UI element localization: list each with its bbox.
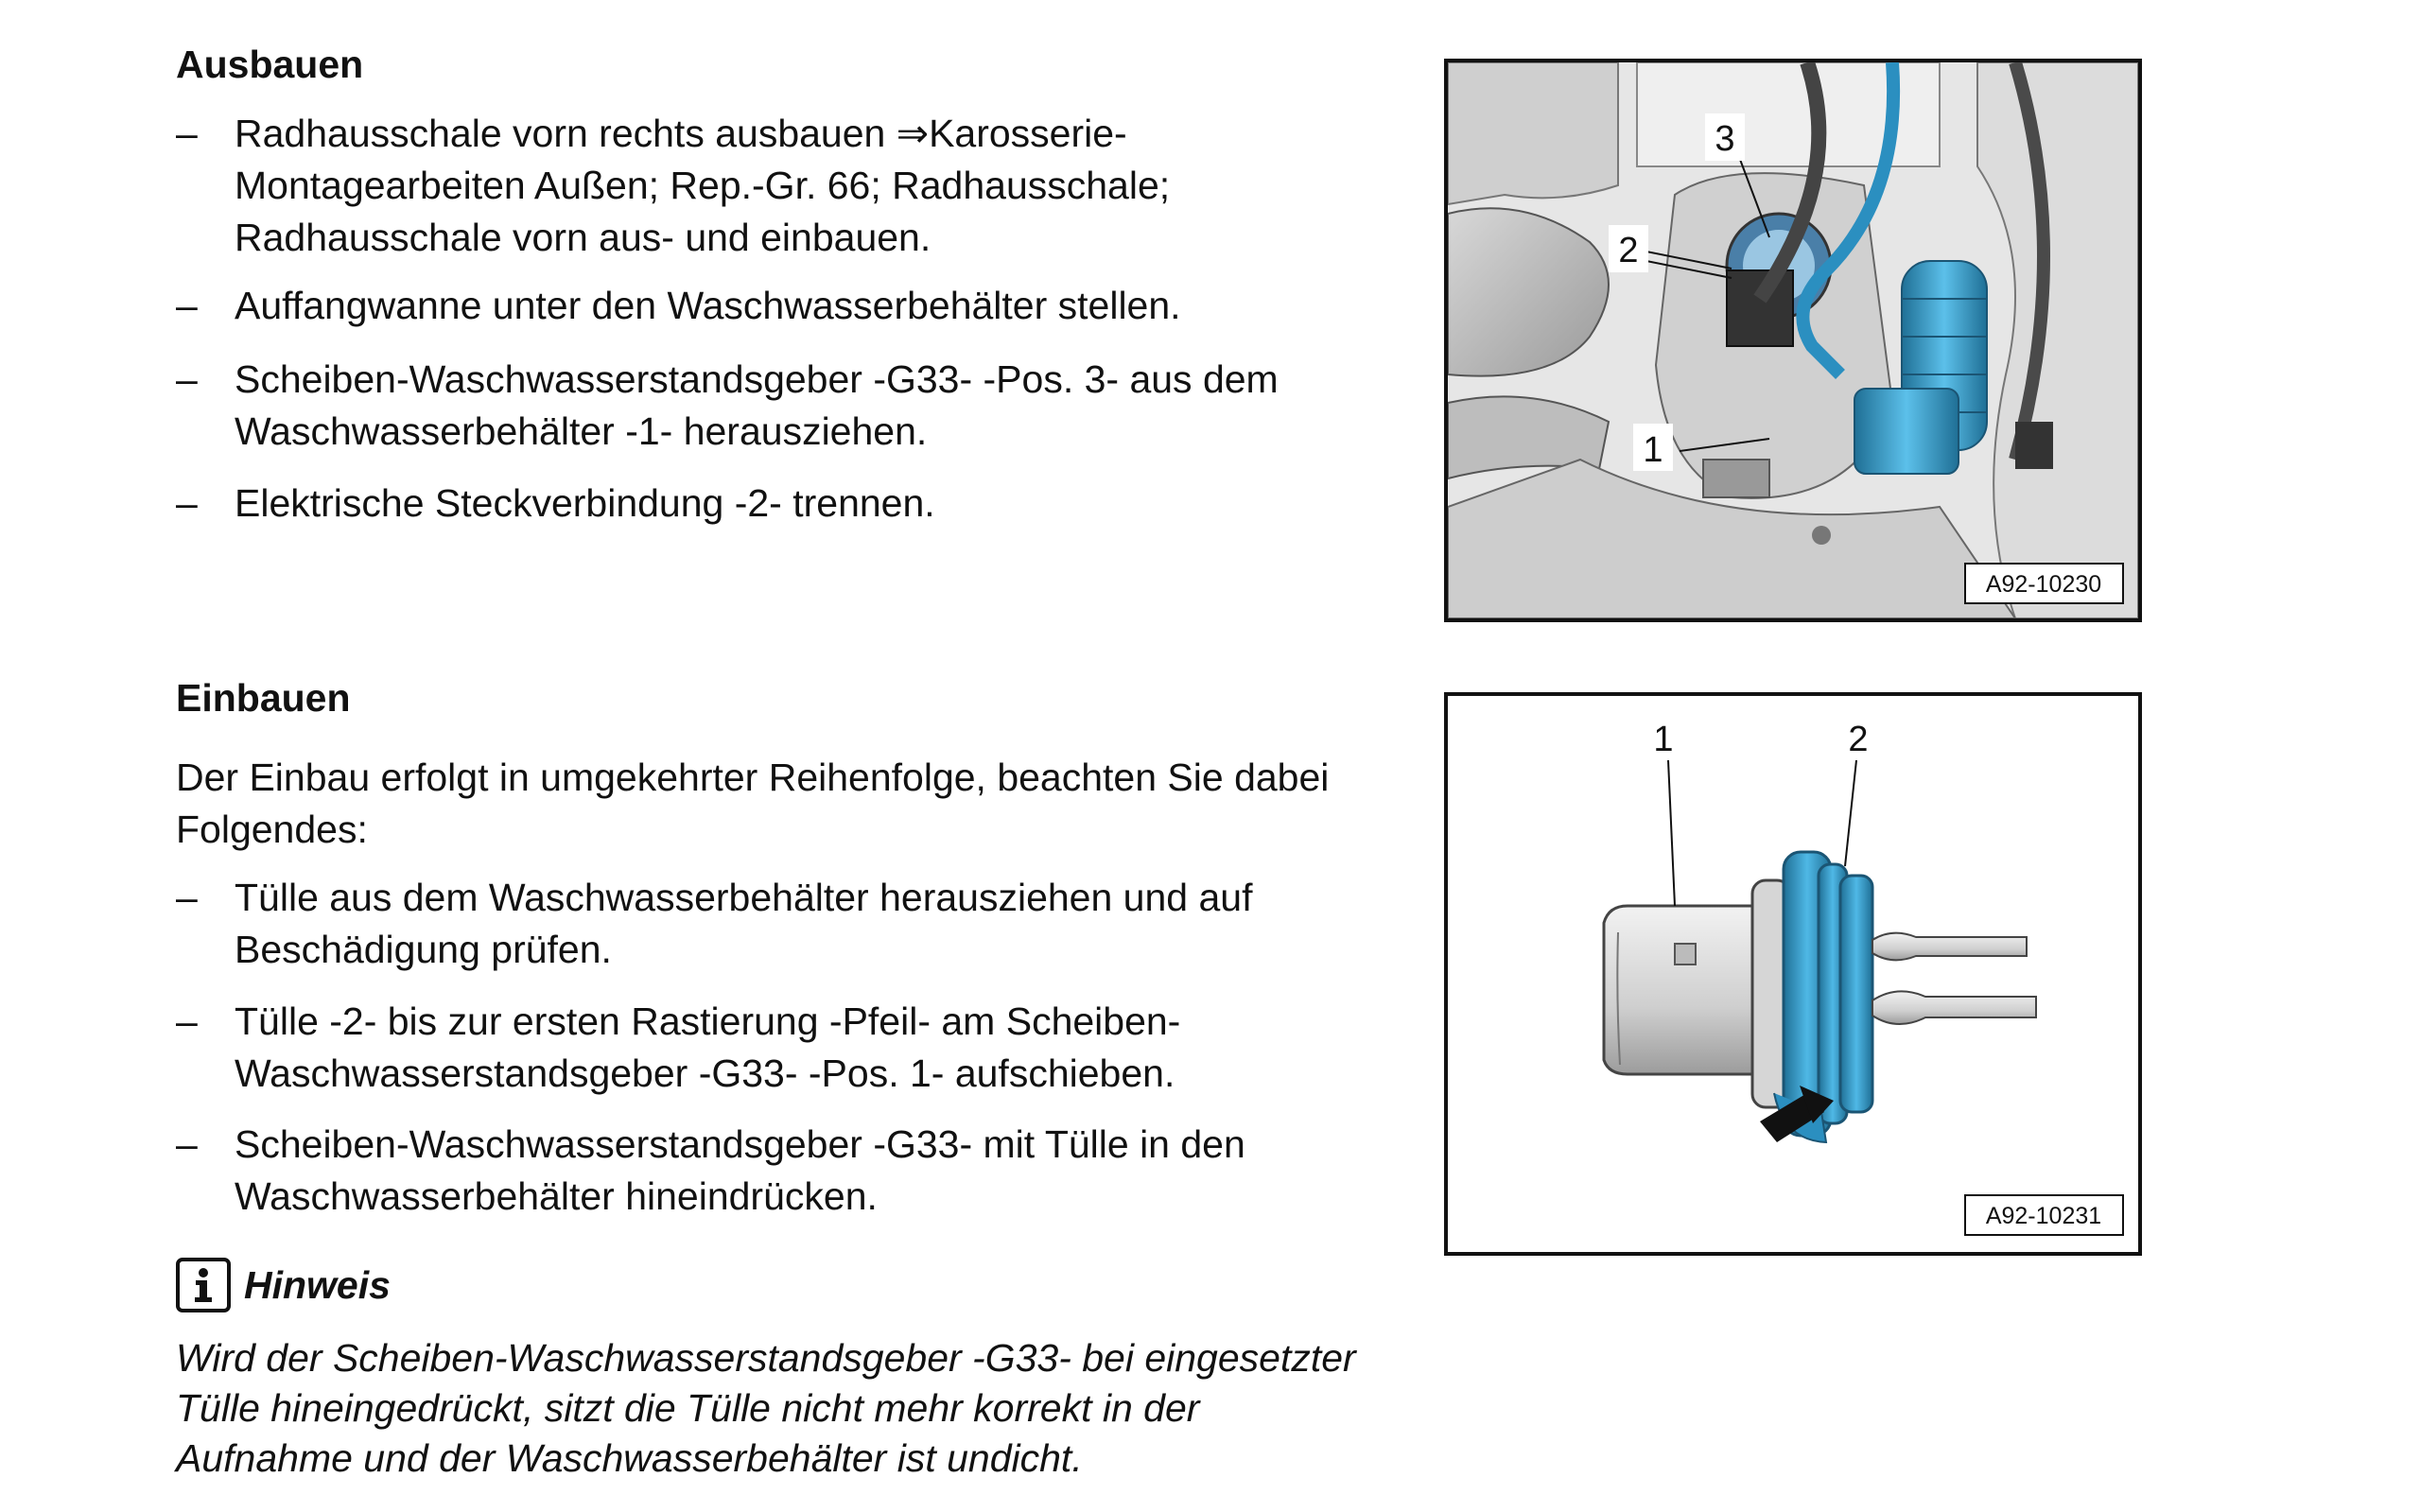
figure2-callout-2: 2 <box>1848 720 1869 759</box>
step-text: Scheiben-Waschwasserstandsgeber -G33- mit Tülle in den Waschwasserbehälter hineindrücken. <box>235 1122 1245 1218</box>
step-dash: – <box>176 284 198 327</box>
figure1-id-label: A92-10230 <box>1985 571 2102 598</box>
section-title-removal: Ausbauen <box>176 43 364 86</box>
step-text: Tülle aus dem Waschwasserbehälter herausziehen und auf Beschädigung prüfen. <box>235 876 1253 971</box>
removal-step-2 <box>176 280 1367 332</box>
step-text: Radhausschale vorn rechts ausbauen ⇒Karosserie-Montagearbeiten Außen; Rep.-Gr. 66; Radhausschale; Radhausschale vorn aus- und einbauen. <box>235 112 1171 259</box>
step-text: Auffangwanne unter den Waschwasserbehälter stellen. <box>235 284 1181 327</box>
note-text: Wird der Scheiben-Waschwasserstandsgeber -G33- bei eingesetzter Tülle hineingedrückt, sitzt die Tülle nicht mehr korrekt in der Aufnahme und der Waschwasserbehälter ist undicht. <box>176 1336 1356 1480</box>
figure2-callout-1: 1 <box>1653 720 1674 759</box>
step-dash: – <box>176 357 198 401</box>
figure-illustration <box>1448 696 2138 1252</box>
figure-sensor-installed <box>1444 59 2142 622</box>
installation-step-1 <box>176 872 1367 976</box>
figure-illustration <box>1448 62 2138 618</box>
step-text: Elektrische Steckverbindung -2- trennen. <box>235 481 935 525</box>
info-icon <box>176 1258 231 1312</box>
step-dash: – <box>176 876 198 919</box>
removal-step-3 <box>176 354 1367 458</box>
step-dash: – <box>176 481 198 525</box>
removal-step-4 <box>176 478 1367 530</box>
installation-intro: Der Einbau erfolgt in umgekehrter Reihenfolge, beachten Sie dabei Folgendes: <box>176 756 1330 851</box>
section-title-installation: Einbauen <box>176 676 351 720</box>
figure1-callout-2: 2 <box>1618 231 1639 270</box>
step-dash: – <box>176 999 198 1043</box>
note-header <box>176 1256 391 1314</box>
installation-step-2 <box>176 996 1367 1100</box>
figure-sensor-grommet <box>1444 692 2142 1256</box>
step-dash: – <box>176 1122 198 1166</box>
removal-step-1 <box>176 108 1367 264</box>
step-text: Tülle -2- bis zur ersten Rastierung -Pfeil- am Scheiben-Waschwasserstandsgeber -G33- -Pos. 1- aufschieben. <box>235 999 1181 1095</box>
note-title: Hinweis <box>244 1262 391 1307</box>
figure2-id-label: A92-10231 <box>1985 1203 2102 1229</box>
installation-step-3 <box>176 1119 1367 1223</box>
figure1-callout-1: 1 <box>1643 430 1663 470</box>
step-text: Scheiben-Waschwasserstandsgeber -G33- -Pos. 3- aus dem Waschwasserbehälter -1- herausziehen. <box>235 357 1279 453</box>
step-dash: – <box>176 112 198 155</box>
figure1-callout-3: 3 <box>1715 119 1735 159</box>
